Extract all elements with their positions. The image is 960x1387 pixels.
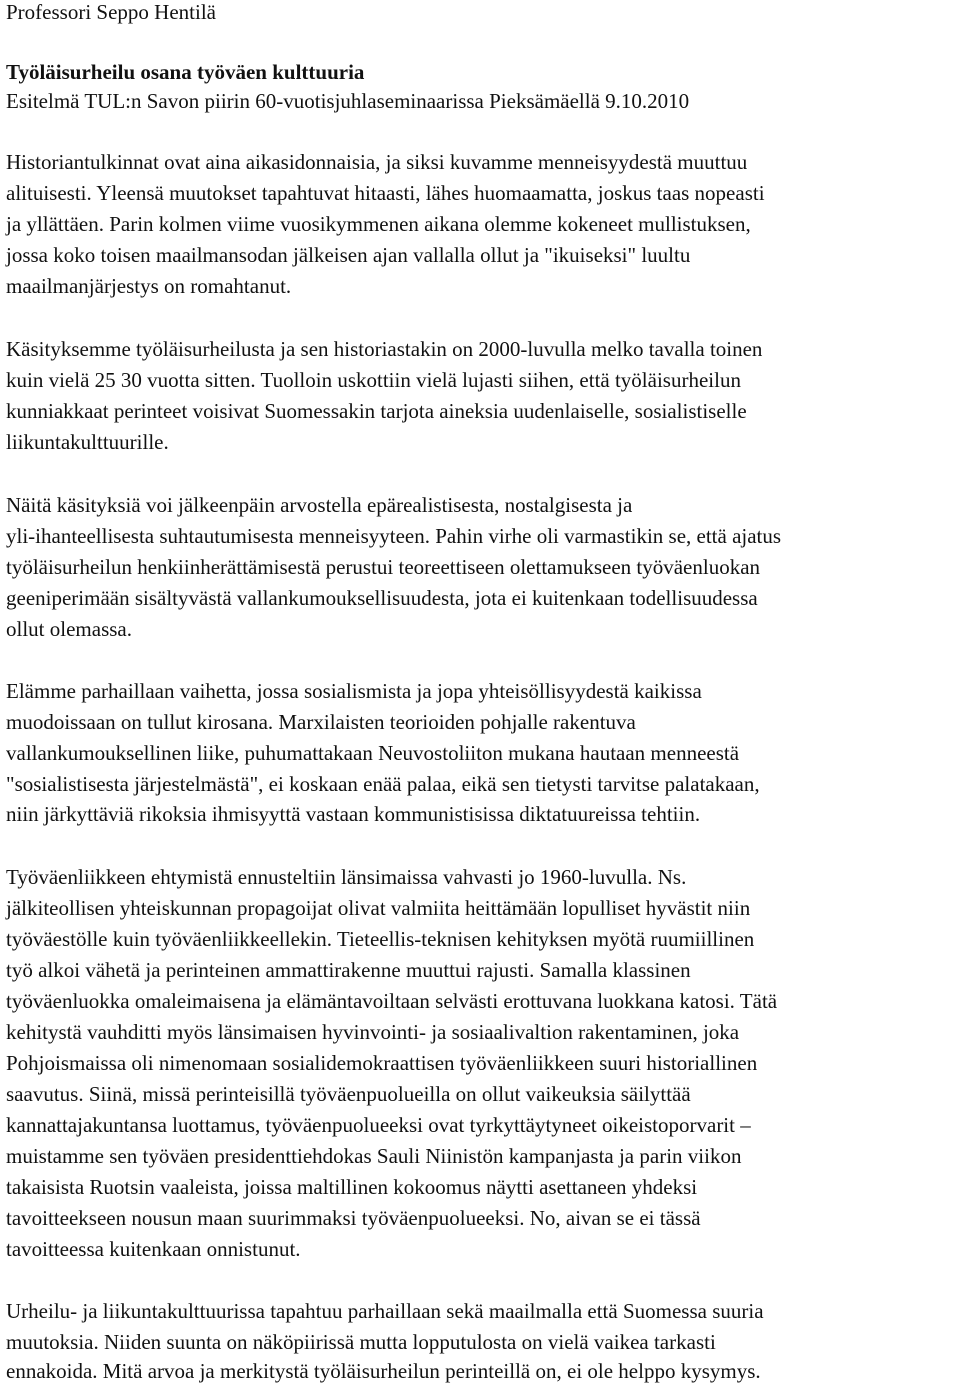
paragraph-line: kannattajakuntansa luottamus, työväenpuolueeksi ovat tyrkyttäytyneet oikeistoporvarit –	[6, 1113, 751, 1137]
paragraph-line: ollut olemassa.	[6, 617, 132, 641]
paragraph-line: jälkiteollisen yhteiskunnan propagoijat olivat valmiita heittämään lopulliset hyvästit niin	[6, 896, 751, 920]
paragraph-line: maailmanjärjestys on romahtanut.	[6, 274, 292, 298]
paragraph-line: kunniakkaat perinteet voisivat Suomessakin tarjota aineksia uudenlaiselle, sosialistiselle	[6, 399, 747, 423]
paragraph-line: Elämme parhaillaan vaihetta, jossa sosialismista ja jopa yhteisöllisyydestä kaikissa	[6, 679, 702, 703]
author-line: Professori Seppo Hentilä	[6, 0, 216, 24]
paragraph-line: niin järkyttäviä rikoksia ihmisyyttä vastaan kommunistisissa diktatuureissa tehtiin.	[6, 802, 701, 826]
paragraph-line: yli-ihanteellisesta suhtautumisesta menneisyyteen. Pahin virhe oli varmastikin se, että ajatus	[6, 524, 782, 548]
paragraph-line: muodoissaan on tullut kirosana. Marxilaisten teorioiden pohjalle rakentuva	[6, 710, 636, 734]
paragraph-line: työväestölle kuin työväenliikkeellekin. Tieteellis-teknisen kehityksen myötä ruumiillinen	[6, 927, 755, 951]
paragraph-line: ja yllättäen. Parin kolmen viime vuosikymmenen aikana olemme kokeneet mullistuksen,	[6, 212, 751, 236]
paragraph-line: tavoitteekseen nousun maan suurimmaksi työväenpuolueeksi. No, aivan se ei tässä	[6, 1206, 701, 1230]
document-title: Työläisurheilu osana työväen kulttuuria	[6, 60, 365, 84]
paragraph-line: Pohjoismaissa oli nimenomaan sosialidemokraattisen työväenliikkeen suuri historiallinen	[6, 1051, 758, 1075]
paragraph-line: työväenluokka omaleimaisena ja elämäntavoiltaan selvästi erottuvana luokkana katosi. Tätä	[6, 989, 778, 1013]
paragraph-line: jossa koko toisen maailmansodan jälkeisen ajan vallalla ollut ja "ikuiseksi" luultu	[6, 243, 691, 267]
paragraph-line: kuin vielä 25 30 vuotta sitten. Tuolloin uskottiin vielä lujasti siihen, että työläisurheilun	[6, 368, 741, 392]
paragraph-line: työläisurheilun henkiinherättämisestä perustui teoreettiseen olettamukseen työväenluokan	[6, 555, 761, 579]
paragraph-line: geeniperimään sisältyvästä vallankumouksellisuudesta, jota ei kuitenkaan todellisuudessa	[6, 586, 758, 610]
paragraph-line: alituisesti. Yleensä muutokset tapahtuvat hitaasti, lähes huomaamatta, joskus taas nopeasti	[6, 181, 765, 205]
paragraph-line: Työväenliikkeen ehtymistä ennusteltiin länsimaissa vahvasti jo 1960-luvulla. Ns.	[6, 865, 687, 889]
paragraph-line: Käsityksemme työläisurheilusta ja sen historiastakin on 2000-luvulla melko tavalla toinen	[6, 337, 763, 361]
paragraph-line: Historiantulkinnat ovat aina aikasidonnaisia, ja siksi kuvamme menneisyydestä muuttuu	[6, 150, 748, 174]
paragraph-line: ennakoida. Mitä arvoa ja merkitystä työläisurheilun perinteillä on, ei ole helppo kysymys.	[6, 1359, 761, 1383]
paragraph-line: työ alkoi vähetä ja perinteinen ammattirakenne muuttui rajusti. Samalla klassinen	[6, 958, 691, 982]
document-subtitle: Esitelmä TUL:n Savon piirin 60-vuotisjuhlaseminaarissa Pieksämäellä 9.10.2010	[6, 89, 690, 113]
paragraph-line: saavutus. Siinä, missä perinteisillä työväenpuolueilla on ollut vaikeuksia säilyttää	[6, 1082, 691, 1106]
paragraph-line: liikuntakulttuurille.	[6, 430, 169, 454]
paragraph-line: muutoksia. Niiden suunta on näköpiirissä mutta lopputulosta on vielä vaikea tarkasti	[6, 1330, 716, 1354]
paragraph-line: vallankumouksellinen liike, puhumattakaan Neuvostoliiton mukana hautaan menneestä	[6, 741, 740, 765]
paragraph-line: Näitä käsityksiä voi jälkeenpäin arvostella epärealistisesta, nostalgisesta ja	[6, 493, 633, 517]
paragraph-line: Urheilu- ja liikuntakulttuurissa tapahtuu parhaillaan sekä maailmalla että Suomessa suuria	[6, 1299, 764, 1323]
paragraph-line: takaisista Ruotsin vaaleista, joissa maltillinen kokoomus näytti asettaneen yhdeksi	[6, 1175, 698, 1199]
paragraph-line: "sosialistisesta järjestelmästä", ei koskaan enää palaa, eikä sen tietysti tarvitse palatakaan,	[6, 772, 760, 796]
paragraph-line: muistamme sen työväen presidenttiehdokas Sauli Niinistön kampanjasta ja parin viikon	[6, 1144, 742, 1168]
paragraph-line: tavoitteessa kuitenkaan onnistunut.	[6, 1237, 301, 1261]
paragraph-line: kehitystä vauhditti myös länsimaisen hyvinvointi- ja sosiaalivaltion rakentaminen, joka	[6, 1020, 740, 1044]
